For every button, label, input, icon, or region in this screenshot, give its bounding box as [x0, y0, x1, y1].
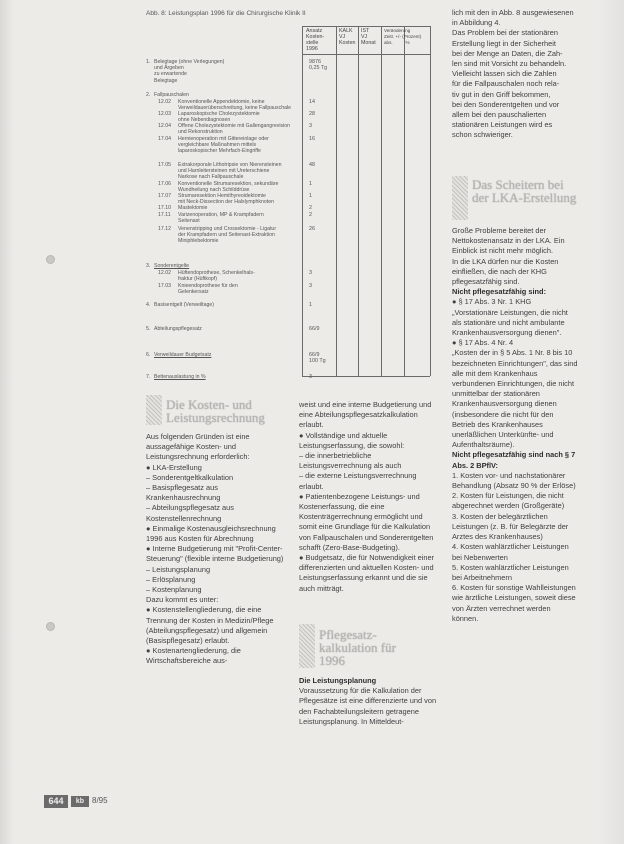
list-item: ● Budgetsatz, die für Notwendigkeit einer differenzierten und aktuellen Kosten- und Leistungserfassung erkannt und die sie auch mitträgt.: [299, 553, 435, 593]
row-value: 66/9: [309, 326, 320, 332]
list-item: 4. Kosten wahlärztlicher Leistungen bei Nebenwerten: [452, 542, 569, 562]
row-label: Bettenauslastung in %: [154, 374, 206, 380]
row-code: 17.12: [158, 226, 171, 232]
row-label: Hernienoperation mit Gittereinlage oder vergleichbare Maßnahmen mittels laparoskopischer Mehrfach-Eingriffe: [178, 136, 269, 155]
list-item: ● Kostenstellengliederung, die eine Trennung der Kosten in Medizin/Pflege (Abteilungspflegesatz) und allgemein (Basispflegesatz) erlaubt.: [146, 605, 274, 646]
list-item: – Basispflegesatz aus Krankenhausrechnung: [146, 483, 221, 503]
row-code: 4.: [146, 302, 151, 308]
list-item: für die Fallpauschalen noch rela-: [452, 79, 560, 89]
row-label: Venenstripping und Crossektomie - Ligatur der Krampfadern und Seitenast-Extraktion Miniphlebektomie: [178, 226, 277, 245]
table-divider: [336, 26, 337, 376]
row-value: 9876 0,25 Tg: [309, 59, 328, 72]
list-item: allem bei den pauschalierten: [452, 110, 547, 120]
row-code: 17.06: [158, 181, 171, 187]
column-3-top-text: [452, 8, 580, 141]
list-item: 1. Kosten vor- und nachstationärer Behandlung (Absatz 90 % der Erlöse): [452, 470, 576, 491]
row-code: 1.: [146, 59, 151, 65]
figure-caption: Abb. 8: Leistungsplan 1996 für die Chirurgische Klinik II: [146, 10, 306, 17]
list-item: Dazu kommt es unter:: [146, 595, 219, 605]
list-item: Das Problem bei der stationären: [452, 28, 558, 38]
column-2-text: [299, 400, 439, 594]
row-code: 17.05: [158, 162, 171, 168]
row-value: 1: [309, 181, 312, 187]
list-item: 6. Kosten für sonstige Wahlleistungen wie ärztliche Leistungen, soweit diese von Ärzten verrechnet werden können.: [452, 583, 576, 623]
row-code: 6.: [146, 352, 151, 358]
list-item: ● Patientenbezogene Leistungs- und Kostenerfassung, die eine Kostenträgerrechnung ermöglicht und somit eine Grundlage für die Kalkulation von Fallpauschalen und Sonderentgelten schafft (Zero-Base-Budgeting).: [299, 491, 434, 552]
section-marker: [146, 395, 162, 425]
row-code: 12.03: [158, 111, 171, 117]
row-value: 3: [309, 374, 312, 380]
row-code: 12.02: [158, 99, 171, 105]
list-item: schon schwieriger.: [452, 130, 513, 140]
col-header: IST VJ Monat: [361, 28, 376, 46]
column-1-text: [146, 432, 286, 667]
bullet-list: [299, 431, 439, 594]
row-label: Offene Cholezystektomie mit Gallengangrevision und Rekonstruktion: [178, 123, 291, 136]
table-divider: [381, 26, 382, 376]
bold-heading: Nicht pflegesatzfähig sind:: [452, 287, 547, 297]
list-item: – Abteilungspflegesatz aus Kostenstellenrechnung: [146, 503, 234, 523]
row-value: 2: [309, 212, 312, 218]
row-code: 12.02: [158, 270, 171, 276]
list-item: 5. Kosten wahlärztlicher Leistungen bei Arbeitnehmern: [452, 562, 569, 582]
section-marker: [452, 176, 468, 220]
table-rule: [302, 26, 430, 27]
punch-hole-top: [46, 255, 55, 264]
row-value: 3: [309, 283, 312, 289]
row-label: Verweildauer Budgetsatz: [154, 352, 212, 358]
bullet-list: [146, 463, 286, 667]
list-item: – die externe Leistungsverrechnung erlaubt.: [299, 471, 417, 491]
section-marker: [299, 624, 315, 668]
section-title-pflegesatz: Pflegesatz-kalkulation für 1996: [319, 627, 396, 668]
row-code: 2.: [146, 92, 151, 98]
row-value: 14: [309, 99, 315, 105]
row-label: Belegtage (ohne Verlegungen) und Ärgeben zu erwartende Belegtage: [154, 59, 225, 84]
row-value: 2: [309, 205, 312, 211]
row-value: 1: [309, 193, 312, 199]
punch-hole-bottom: [46, 622, 55, 631]
row-code: 7.: [146, 374, 151, 380]
list-item: tiv gut in den Griff bekommen,: [452, 89, 551, 99]
row-code: 17.04: [158, 136, 171, 142]
row-label: Knieendoprothese für den Gelenkersatz: [178, 283, 238, 296]
list-item: ● Interne Budgetierung mit "Profit-Center-Steuerung" (flexible interne Budgetierung): [146, 544, 284, 564]
row-code: 3.: [146, 263, 151, 269]
list-item: Vielleicht lassen sich die Zahlen: [452, 69, 557, 79]
list-item: – die innerbetriebliche Leistungsverrechnung als auch: [299, 451, 402, 471]
paragraph: Voraussetzung für die Kalkulation der Pflegesätze ist eine differenzierte und von den Fachabteilungsleitern getragene Leistungsplanung. In Mitteldeut-: [299, 686, 437, 726]
row-label: Extrakorporale Lithotripsie von Nierensteinen und Harnleitersteinen mit Ureterschiene Narkose nach Fallpauschale: [178, 162, 282, 181]
col-header: KALK VJ Kosten: [339, 28, 356, 46]
section-title-lka: Das Scheitern bei der LKA-Erstellung: [472, 177, 577, 205]
row-label: Konventionelle Strumaresektion, sekundäre Wundheilung nach Schilddrüse: [178, 181, 279, 194]
page-number: 644: [44, 795, 68, 808]
col-header: Ansatz Kosten- stelle 1996: [306, 28, 325, 52]
list-item: ● Vollständige und aktuelle Leistungserfassung, die sowohl:: [299, 430, 405, 450]
list-item: len sind mit Vorsicht zu behandeln.: [452, 59, 567, 69]
table-rule: [302, 54, 430, 55]
row-value: 26: [309, 226, 315, 232]
issue-number: 8/95: [92, 796, 108, 805]
list-item: bei der Menge an Daten, die Zah-: [452, 48, 563, 58]
row-value: 3: [309, 123, 312, 129]
list-item: – Kostenplanung: [146, 585, 202, 595]
row-value: 3: [309, 270, 312, 276]
row-label: Laparoskopische Cholezystektomie ohne Nebendiagnosen: [178, 111, 260, 124]
row-code: 12.04: [158, 123, 171, 129]
column-3-text: [452, 226, 578, 624]
table-divider: [404, 26, 405, 376]
row-code: 17.11: [158, 212, 171, 218]
row-value: 66/9 100 Tg: [309, 352, 326, 365]
list-item: in Abbildung 4.: [452, 18, 501, 28]
row-label: Strumaresektion Hemithyreoidektomie mit Neck-Dissection der Halslymphknoten: [178, 193, 275, 206]
sub-heading: Die Leistungsplanung: [299, 676, 377, 685]
list-item: – Leistungsplanung: [146, 564, 211, 574]
paragraph: In die LKA dürfen nur die Kosten einfließen, die nach der KHG pflegesatzfähig sind.: [452, 256, 559, 287]
col-header: Veränderung Zeitr. +/- (Prozent) abs. %: [384, 28, 422, 45]
list-item: ● LKA-Erstellung: [146, 462, 202, 472]
section-title-kosten: Die Kosten- und Leistungsrechnung: [166, 397, 265, 425]
service-plan-table: [146, 26, 430, 380]
row-label: Basisentgelt (Verweiltage): [154, 302, 214, 308]
numbered-list: [452, 471, 578, 624]
list-item: Erstellung liegt in der Sicherheit: [452, 38, 556, 48]
paragraph: [452, 8, 580, 141]
bullet-list: [452, 297, 578, 450]
table-divider: [358, 26, 359, 376]
table-divider: [430, 26, 431, 376]
row-value: 28: [309, 111, 315, 117]
row-code: 17.10: [158, 205, 171, 211]
row-label: Konventionelle Appendektomie, keine Verweildauerüberschreitung, keine Fallpauschale: [178, 99, 292, 112]
row-value: 1: [309, 302, 312, 308]
list-item: bei den Sonderentgelten und vor: [452, 99, 560, 109]
journal-logo: kb: [71, 796, 89, 807]
row-code: 17.07: [158, 193, 171, 199]
list-item: lich mit den in Abb. 8 ausgewiesenen: [452, 8, 574, 17]
paragraph: weist und eine interne Budgetierung und eine Abteilungspflegesatzkalkulation erlaubt.: [299, 400, 432, 430]
bold-heading: Nicht pflegesatzfähig sind nach § 7 Abs. 2 BPflV:: [452, 450, 576, 470]
row-value: 48: [309, 162, 315, 168]
list-item: stationären Leistungen wird es: [452, 120, 553, 130]
list-item: ● Kostenartengliederung, die Wirtschaftsbereiche aus-: [146, 646, 241, 666]
table-divider: [302, 26, 303, 376]
list-item: ● § 17 Abs. 3 Nr. 1 KHG: [452, 297, 532, 307]
list-item: – Erlösplanung: [146, 574, 196, 584]
paragraph: Aus folgenden Gründen ist eine aussagefähige Kosten- und Leistungsrechnung erforderlich:: [146, 432, 250, 462]
row-label: Mastektomie: [178, 205, 208, 211]
row-label: Hüftendoprothese, Schenkelhals- fraktur (Hüftkopf): [178, 270, 255, 283]
list-item: „Vorstationäre Leistungen, die nicht als stationäre und nicht ambulante Krankenhausversorgung dienen".: [452, 307, 568, 338]
list-item: ● § 17 Abs. 4 Nr. 4: [452, 338, 514, 348]
list-item: 3. Kosten der belegärztlichen Leistungen (z. B. für Belegärzte der Arztes des Krankenhauses): [452, 511, 569, 542]
list-item: ● Einmalige Kostenausgleichsrechnung 1996 aus Kosten für Abrechnung: [146, 523, 276, 544]
row-label: Fallpauschalen: [154, 92, 189, 98]
row-label: Varizenoperation, MP & Krampfadern Seitenast: [178, 212, 264, 225]
column-2-subsection: [299, 676, 439, 727]
row-label: Abteilungspflegesatz: [154, 326, 202, 332]
row-label: Sonderentgelte: [154, 263, 190, 269]
row-value: 16: [309, 136, 315, 142]
list-item: – Sonderentgeltkalkulation: [146, 472, 234, 482]
row-code: 5.: [146, 326, 151, 332]
paragraph: Große Probleme bereitet der Nettokostenansatz in der LKA. Ein Einblick ist nicht mehr möglich.: [452, 226, 565, 256]
list-item: 2. Kosten für Leistungen, die nicht abgerechnet werden (Großgeräte): [452, 491, 565, 511]
list-item: „Kosten der in § 5 Abs. 1 Nr. 8 bis 10 bezeichneten Einrichtungen", das sind alle mit dem Krankenhaus verbundenen Einrichtungen, die nicht unmittelbar der stationären Krankenhausversorgung dienen (insbesondere die nicht für den Betrieb des Krankenhauses unerläßlichen Unterkünfte- und Aufenthaltsräume).: [452, 348, 578, 450]
row-code: 17.03: [158, 283, 171, 289]
